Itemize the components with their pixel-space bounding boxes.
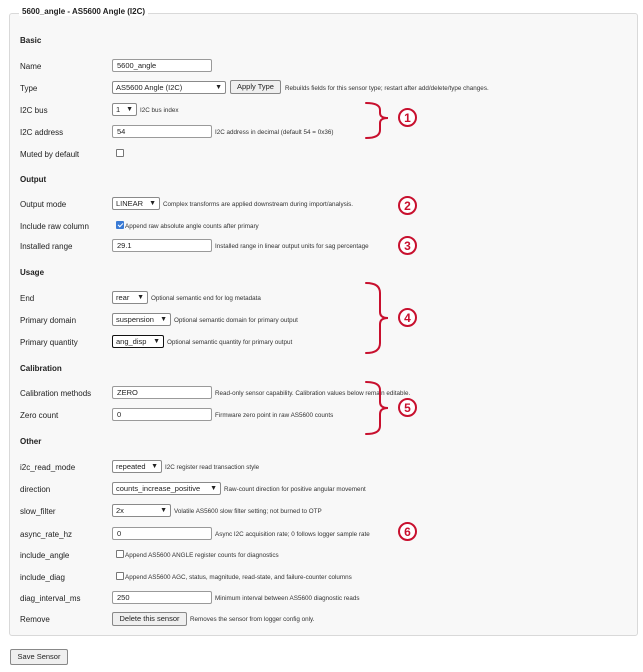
name-label: Name	[20, 62, 42, 71]
diag-interval-label: diag_interval_ms	[20, 594, 81, 603]
i2c-read-mode-select-value: repeated	[116, 462, 146, 471]
annotation-badge-4: 4	[398, 308, 417, 327]
primary-domain-hint: Optional semantic domain for primary output	[174, 317, 298, 324]
chevron-down-icon: ▼	[126, 106, 133, 113]
chevron-down-icon: ▼	[149, 200, 156, 207]
include-angle-hint: Append AS5600 ANGLE register counts for diagnostics	[125, 552, 279, 559]
i2c-address-hint: I2C address in decimal (default 54 = 0x36)	[215, 129, 334, 136]
chevron-down-icon: ▼	[210, 485, 217, 492]
end-hint: Optional semantic end for log metadata	[151, 295, 261, 302]
annotation-badge-5: 5	[398, 398, 417, 417]
installed-range-input[interactable]: 29.1	[112, 239, 212, 252]
zero-count-input[interactable]: 0	[112, 408, 212, 421]
i2c-bus-label: I2C bus	[20, 106, 48, 115]
include-diag-label: include_diag	[20, 573, 65, 582]
slow-filter-hint: Volatile AS5600 slow filter setting; not burned to OTP	[174, 508, 322, 515]
bracket-4	[366, 283, 388, 353]
remove-hint: Removes the sensor from logger config only.	[190, 616, 315, 623]
type-label: Type	[20, 84, 38, 93]
chevron-down-icon: ▼	[137, 294, 144, 301]
async-rate-hint: Async I2C acquisition rate; 0 follows logger sample rate	[215, 531, 370, 538]
save-sensor-button[interactable]: Save Sensor	[10, 649, 68, 665]
delete-sensor-button[interactable]: Delete this sensor	[112, 612, 187, 626]
primary-quantity-select-value: ang_disp	[116, 337, 147, 346]
zero-count-hint: Firmware zero point in raw AS5600 counts	[215, 412, 334, 419]
i2c-address-label: I2C address	[20, 128, 64, 137]
calibration-methods-label: Calibration methods	[20, 389, 92, 398]
chevron-down-icon: ▼	[153, 338, 160, 345]
annotation-badge-1: 1	[398, 108, 417, 127]
include-diag-hint: Append AS5600 AGC, status, magnitude, read-state, and failure-counter columns	[125, 574, 352, 581]
section-basic: Basic	[20, 36, 42, 45]
name-input[interactable]: 5600_angle	[112, 59, 212, 72]
zero-count-label: Zero count	[20, 411, 59, 420]
bracket-1	[366, 103, 388, 138]
remove-label: Remove	[20, 615, 50, 624]
output-mode-select-value: LINEAR	[116, 199, 144, 208]
section-calibration: Calibration	[20, 364, 62, 373]
direction-select-value: counts_increase_positive	[116, 484, 201, 493]
async-rate-label: async_rate_hz	[20, 530, 73, 539]
type-select-value: AS5600 Angle (I2C)	[116, 83, 183, 92]
include-angle-label: include_angle	[20, 551, 70, 560]
bracket-5	[366, 382, 388, 434]
chevron-down-icon: ▼	[215, 84, 222, 91]
section-other: Other	[20, 437, 42, 446]
end-label: End	[20, 294, 35, 303]
i2c-address-input[interactable]: 54	[112, 125, 212, 138]
i2c-bus-select-value: 1	[116, 105, 121, 114]
direction-hint: Raw-count direction for positive angular movement	[224, 486, 366, 493]
i2c-read-mode-label: i2c_read_mode	[20, 463, 76, 472]
installed-range-hint: Installed range in linear output units for sag percentage	[215, 243, 369, 250]
slow-filter-select-value: 2x	[116, 506, 124, 515]
output-mode-hint: Complex transforms are applied downstream during import/analysis.	[163, 201, 354, 208]
diag-interval-hint: Minimum interval between AS5600 diagnostic reads	[215, 595, 360, 602]
fieldset-legend: 5600_angle - AS5600 Angle (I2C)	[19, 7, 148, 16]
output-mode-label: Output mode	[20, 200, 67, 209]
section-output: Output	[20, 175, 47, 184]
primary-domain-select-value: suspension	[116, 315, 154, 324]
type-hint: Rebuilds fields for this sensor type; restart after add/delete/type changes.	[285, 85, 489, 92]
i2c-read-mode-hint: I2C register read transaction style	[165, 464, 260, 471]
annotation-badge-2: 2	[398, 196, 417, 215]
include-raw-hint: Append raw absolute angle counts after primary	[125, 223, 259, 230]
end-select-value: rear	[116, 293, 130, 302]
chevron-down-icon: ▼	[160, 316, 167, 323]
chevron-down-icon: ▼	[151, 463, 158, 470]
section-usage: Usage	[20, 268, 45, 277]
i2c-bus-hint: I2C bus index	[140, 107, 179, 114]
calibration-methods-hint: Read-only sensor capability. Calibration values below remain editable.	[215, 390, 411, 397]
primary-domain-label: Primary domain	[20, 316, 77, 325]
slow-filter-label: slow_filter	[20, 507, 56, 516]
apply-type-button[interactable]: Apply Type	[230, 80, 281, 94]
muted-label: Muted by default	[20, 150, 80, 159]
annotation-badge-3: 3	[398, 236, 417, 255]
primary-quantity-hint: Optional semantic quantity for primary output	[167, 339, 293, 346]
diag-interval-input[interactable]: 250	[112, 591, 212, 604]
async-rate-input[interactable]: 0	[112, 527, 212, 540]
primary-quantity-label: Primary quantity	[20, 338, 78, 347]
include-raw-label: Include raw column	[20, 222, 89, 231]
direction-label: direction	[20, 485, 51, 494]
chevron-down-icon: ▼	[160, 507, 167, 514]
installed-range-label: Installed range	[20, 242, 73, 251]
calibration-methods-input[interactable]: ZERO	[112, 386, 212, 399]
annotation-badge-6: 6	[398, 522, 417, 541]
